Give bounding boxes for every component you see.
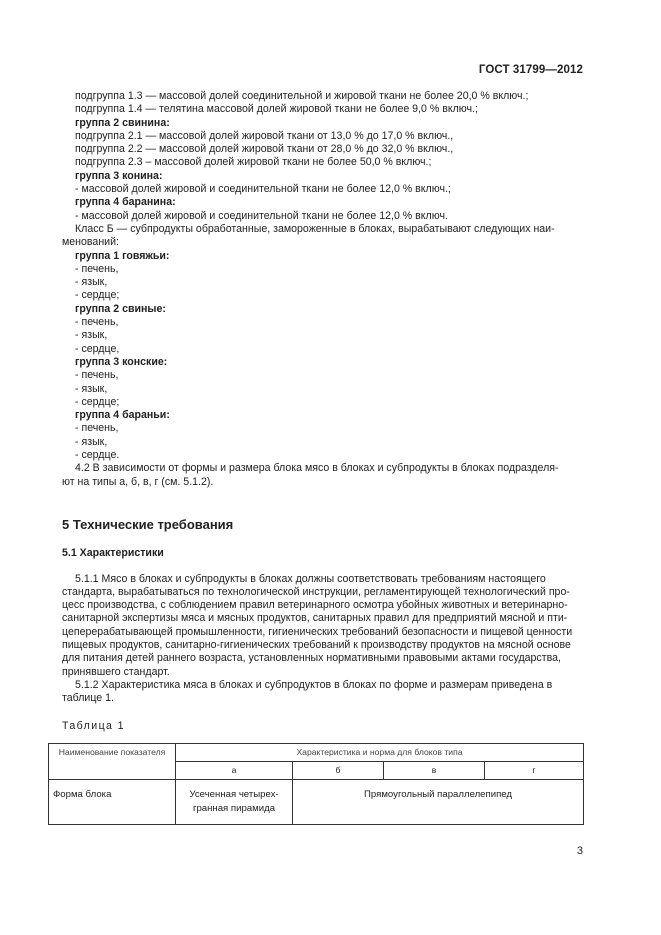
list-item: - печень, bbox=[75, 262, 119, 275]
type-v: в bbox=[384, 762, 485, 780]
list-item: подгруппа 1.4 — телятина массовой долей жировой ткани не более 9,0 % включ.; bbox=[75, 103, 478, 116]
section-5-title: 5 Технические требования bbox=[62, 516, 234, 532]
type-b: б bbox=[293, 762, 384, 780]
list-item: - язык, bbox=[75, 329, 108, 342]
group-heading: группа 1 говяжьи: bbox=[75, 249, 170, 262]
para-line: для питания детей раннего возраста, установленных нормативными правовыми актами государства, bbox=[62, 652, 561, 665]
group-heading: группа 4 бараньи: bbox=[75, 409, 170, 422]
list-item: - печень, bbox=[75, 316, 119, 329]
para-line: таблице 1. bbox=[62, 692, 114, 705]
group-heading: группа 2 свиные: bbox=[75, 302, 166, 315]
table-row bbox=[49, 780, 584, 825]
row-type-bvg: Прямоугольный параллелепипед bbox=[293, 780, 584, 825]
para-line: санитарной экспертизы мяса и мясных продуктов, санитарных правил для предприятий мясной и пти- bbox=[62, 612, 568, 625]
list-item: подгруппа 2.3 – массовой долей жировой ткани не более 50,0 % включ.; bbox=[75, 156, 432, 169]
list-item: - сердце; bbox=[75, 289, 120, 302]
para-4-2-line1: 4.2 В зависимости от формы и размера блока мясо в блоках и субпродукты в блоках подразделя- bbox=[75, 462, 559, 475]
type-a: а bbox=[176, 762, 293, 780]
list-item: - язык, bbox=[75, 382, 108, 395]
page-content bbox=[53, 90, 584, 825]
table-header-row bbox=[49, 743, 584, 761]
para-line: принявшего стандарт. bbox=[62, 665, 170, 678]
group-heading: группа 2 свинина: bbox=[75, 116, 170, 129]
list-item: - сердце. bbox=[75, 449, 120, 462]
list-item: - печень, bbox=[75, 369, 119, 382]
para-5-1-1 bbox=[62, 573, 584, 679]
class-b-line1: Класс Б — субпродукты обработанные, замороженные в блоках, вырабатывают следующих наи- bbox=[75, 222, 555, 235]
header-characteristic: Характеристика и норма для блоков типа bbox=[176, 743, 584, 761]
group-heading: группа 3 конские: bbox=[75, 355, 168, 368]
list-item: - массовой долей жировой и соединительной ткани не более 12,0 % включ.; bbox=[75, 183, 451, 196]
para-line: пищевых продуктов, санитарно-гигиенических требований к производству продуктов на мясной основе bbox=[62, 638, 571, 651]
list-item: - печень, bbox=[75, 422, 119, 435]
para-line: цесс производства, с соблюдением правил ветеринарного осмотра убойных животных и ветеринарно- bbox=[62, 599, 568, 612]
doc-header: ГОСТ 31799—2012 bbox=[478, 64, 583, 76]
para-line: стандарта, вырабатываться по технологической инструкции, регламентирующей технологический про- bbox=[62, 585, 570, 598]
list-item: - язык, bbox=[75, 276, 108, 289]
list-item: подгруппа 1.3 — массовой долей соединительной и жировой ткани не более 20,0 % включ.; bbox=[75, 90, 529, 102]
table-caption: Таблица 1 bbox=[62, 720, 125, 733]
list-item: - массовой долей жировой и соединительной ткани не более 12,0 % включ. bbox=[75, 209, 448, 222]
characteristics-table bbox=[48, 743, 584, 826]
section-5-1-title: 5.1 Характеристики bbox=[62, 547, 164, 560]
para-line: 5.1.1 Мясо в блоках и субпродукты в блоках должны соответствовать требованиям настоящего bbox=[75, 572, 546, 585]
row-param: Форма блока bbox=[49, 780, 176, 825]
page-number: 3 bbox=[576, 845, 583, 857]
class-b-line2: менований: bbox=[62, 236, 119, 249]
group-heading: группа 4 баранина: bbox=[75, 196, 176, 209]
row-type-a: Усеченная четырех-гранная пирамида bbox=[176, 780, 293, 825]
group-heading: группа 3 конина: bbox=[75, 169, 163, 182]
list-item: - язык, bbox=[75, 435, 108, 448]
header-param: Наименование показателя bbox=[49, 743, 176, 780]
para-line: цеперерабатывающей промышленности, гигиенических требований безопасности и пищевой ценности bbox=[62, 625, 573, 638]
list-item: - сердце, bbox=[75, 342, 120, 355]
para-5-1-2 bbox=[62, 679, 584, 706]
list-item: подгруппа 2.1 — массовой долей жировой ткани от 13,0 % до 17,0 % включ., bbox=[75, 129, 454, 142]
para-line: 5.1.2 Характеристика мяса в блоках и субпродуктов в блоках по форме и размерам приведена в bbox=[75, 678, 553, 691]
list-item: - сердце; bbox=[75, 395, 120, 408]
type-g: г bbox=[485, 762, 584, 780]
para-4-2-line2: ют на типы а, б, в, г (см. 5.1.2). bbox=[62, 475, 214, 488]
list-item: подгруппа 2.2 — массовой долей жировой ткани от 28,0 % до 32,0 % включ., bbox=[75, 143, 454, 156]
